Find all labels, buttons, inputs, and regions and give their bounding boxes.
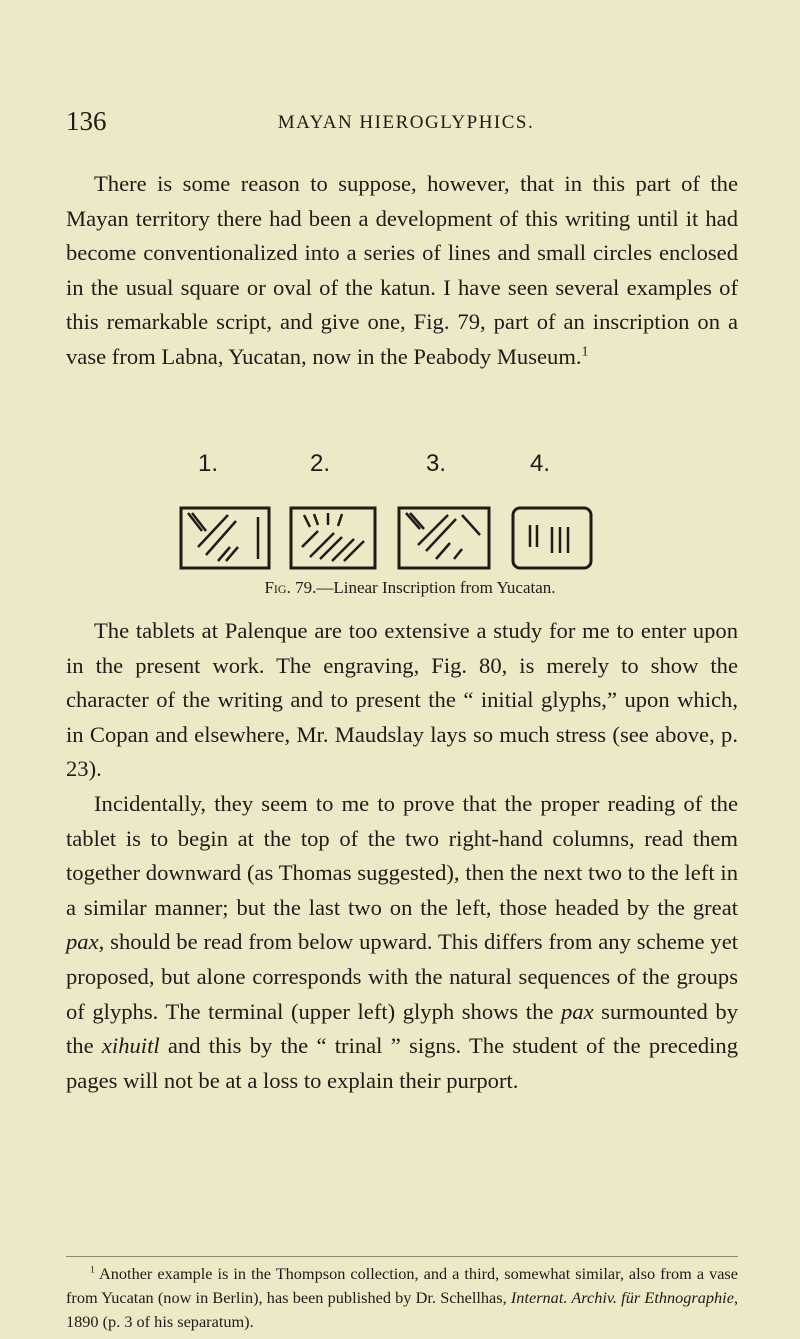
footnote-italic-title: Internat. Archiv. für Ethnographie [510,1288,734,1307]
paragraph-2: The tablets at Palenque are too extensive a study for me to enter upon in the present work. The engraving, Fig. 80, is merely to show the character of the writing and to present the “ initial glyphs,” upon which, in Copan and elsewhere, Mr. Maudslay lays so much stress (see above, p. 23). [66,618,738,782]
body-paragraphs [66,614,738,1098]
footnote-text-b: , 1890 (p. 3 of his separatum). [66,1288,739,1331]
paragraph-3-part-d: and this by the “ trinal ” signs. The student of the preceding pages will not be at a loss to explain their purport. [66,1033,738,1093]
glyph-row [170,505,650,575]
footnote-text-a: Another example is in the Thompson collection, and a third, somewhat similar, also from a vase from Yucatan (now in Berlin), has been published by Dr. Schellhas, [66,1264,738,1307]
paragraph-3 [66,787,738,1098]
linear-glyph-2 [288,505,378,571]
figure-79 [170,450,650,600]
paragraph-1-text: There is some reason to suppose, however, that in this part of the Mayan territory there had been a development of this writing until it had become conventionalized into a series of lines and small circles enclosed in the usual square or oval of the katun. I have seen several examples of this remarkable script, and give one, Fig. 79, part of an inscription on a vase from Labna, Yucatan, now in the Peabody Museum. [66,171,738,369]
figure-caption-text: —Linear Inscription from Yucatan. [316,578,556,597]
footnote-1 [66,1262,738,1334]
glyph-number-2: 2. [310,450,331,477]
linear-glyph-3 [396,505,492,571]
page-header [66,106,746,146]
running-head: MAYAN HIEROGLYPHICS. [277,112,535,133]
linear-glyph-1 [178,505,272,571]
footnote-divider [66,1256,738,1257]
paragraph-3-part-b: , should be read from below upward. This differs from any scheme yet proposed, but alone corresponds with the natural sequences of the groups of glyphs. The terminal (upper left) glyph shows the [66,929,738,1024]
figure-glyph-numbers [170,450,650,480]
glyph-number-1: 1. [198,450,219,477]
paragraph-3-part-a: Incidentally, they seem to me to prove that the proper reading of the tablet is to begin at the top of the two right-hand columns, read them together downward (as Thomas suggested), then the next two to the left in a similar manner; but the last two on the left, those headed by the great [66,790,738,920]
italic-xihuitl: xihuitl [101,1033,160,1059]
footnote-reference[interactable]: 1 [581,343,589,359]
footnote-marker: 1 [90,1264,95,1276]
paragraph-3-part-c: surmounted by the [66,998,738,1059]
page-number: 136 [66,106,107,136]
italic-pax: pax [66,929,99,955]
italic-pax-2: pax [560,998,594,1024]
glyph-number-4: 4. [530,450,551,477]
glyph-number-3: 3. [426,450,447,477]
figure-caption [170,578,650,598]
paragraph-1 [66,167,738,375]
figure-label: Fig. 79. [264,578,317,597]
linear-glyph-4 [510,505,594,571]
